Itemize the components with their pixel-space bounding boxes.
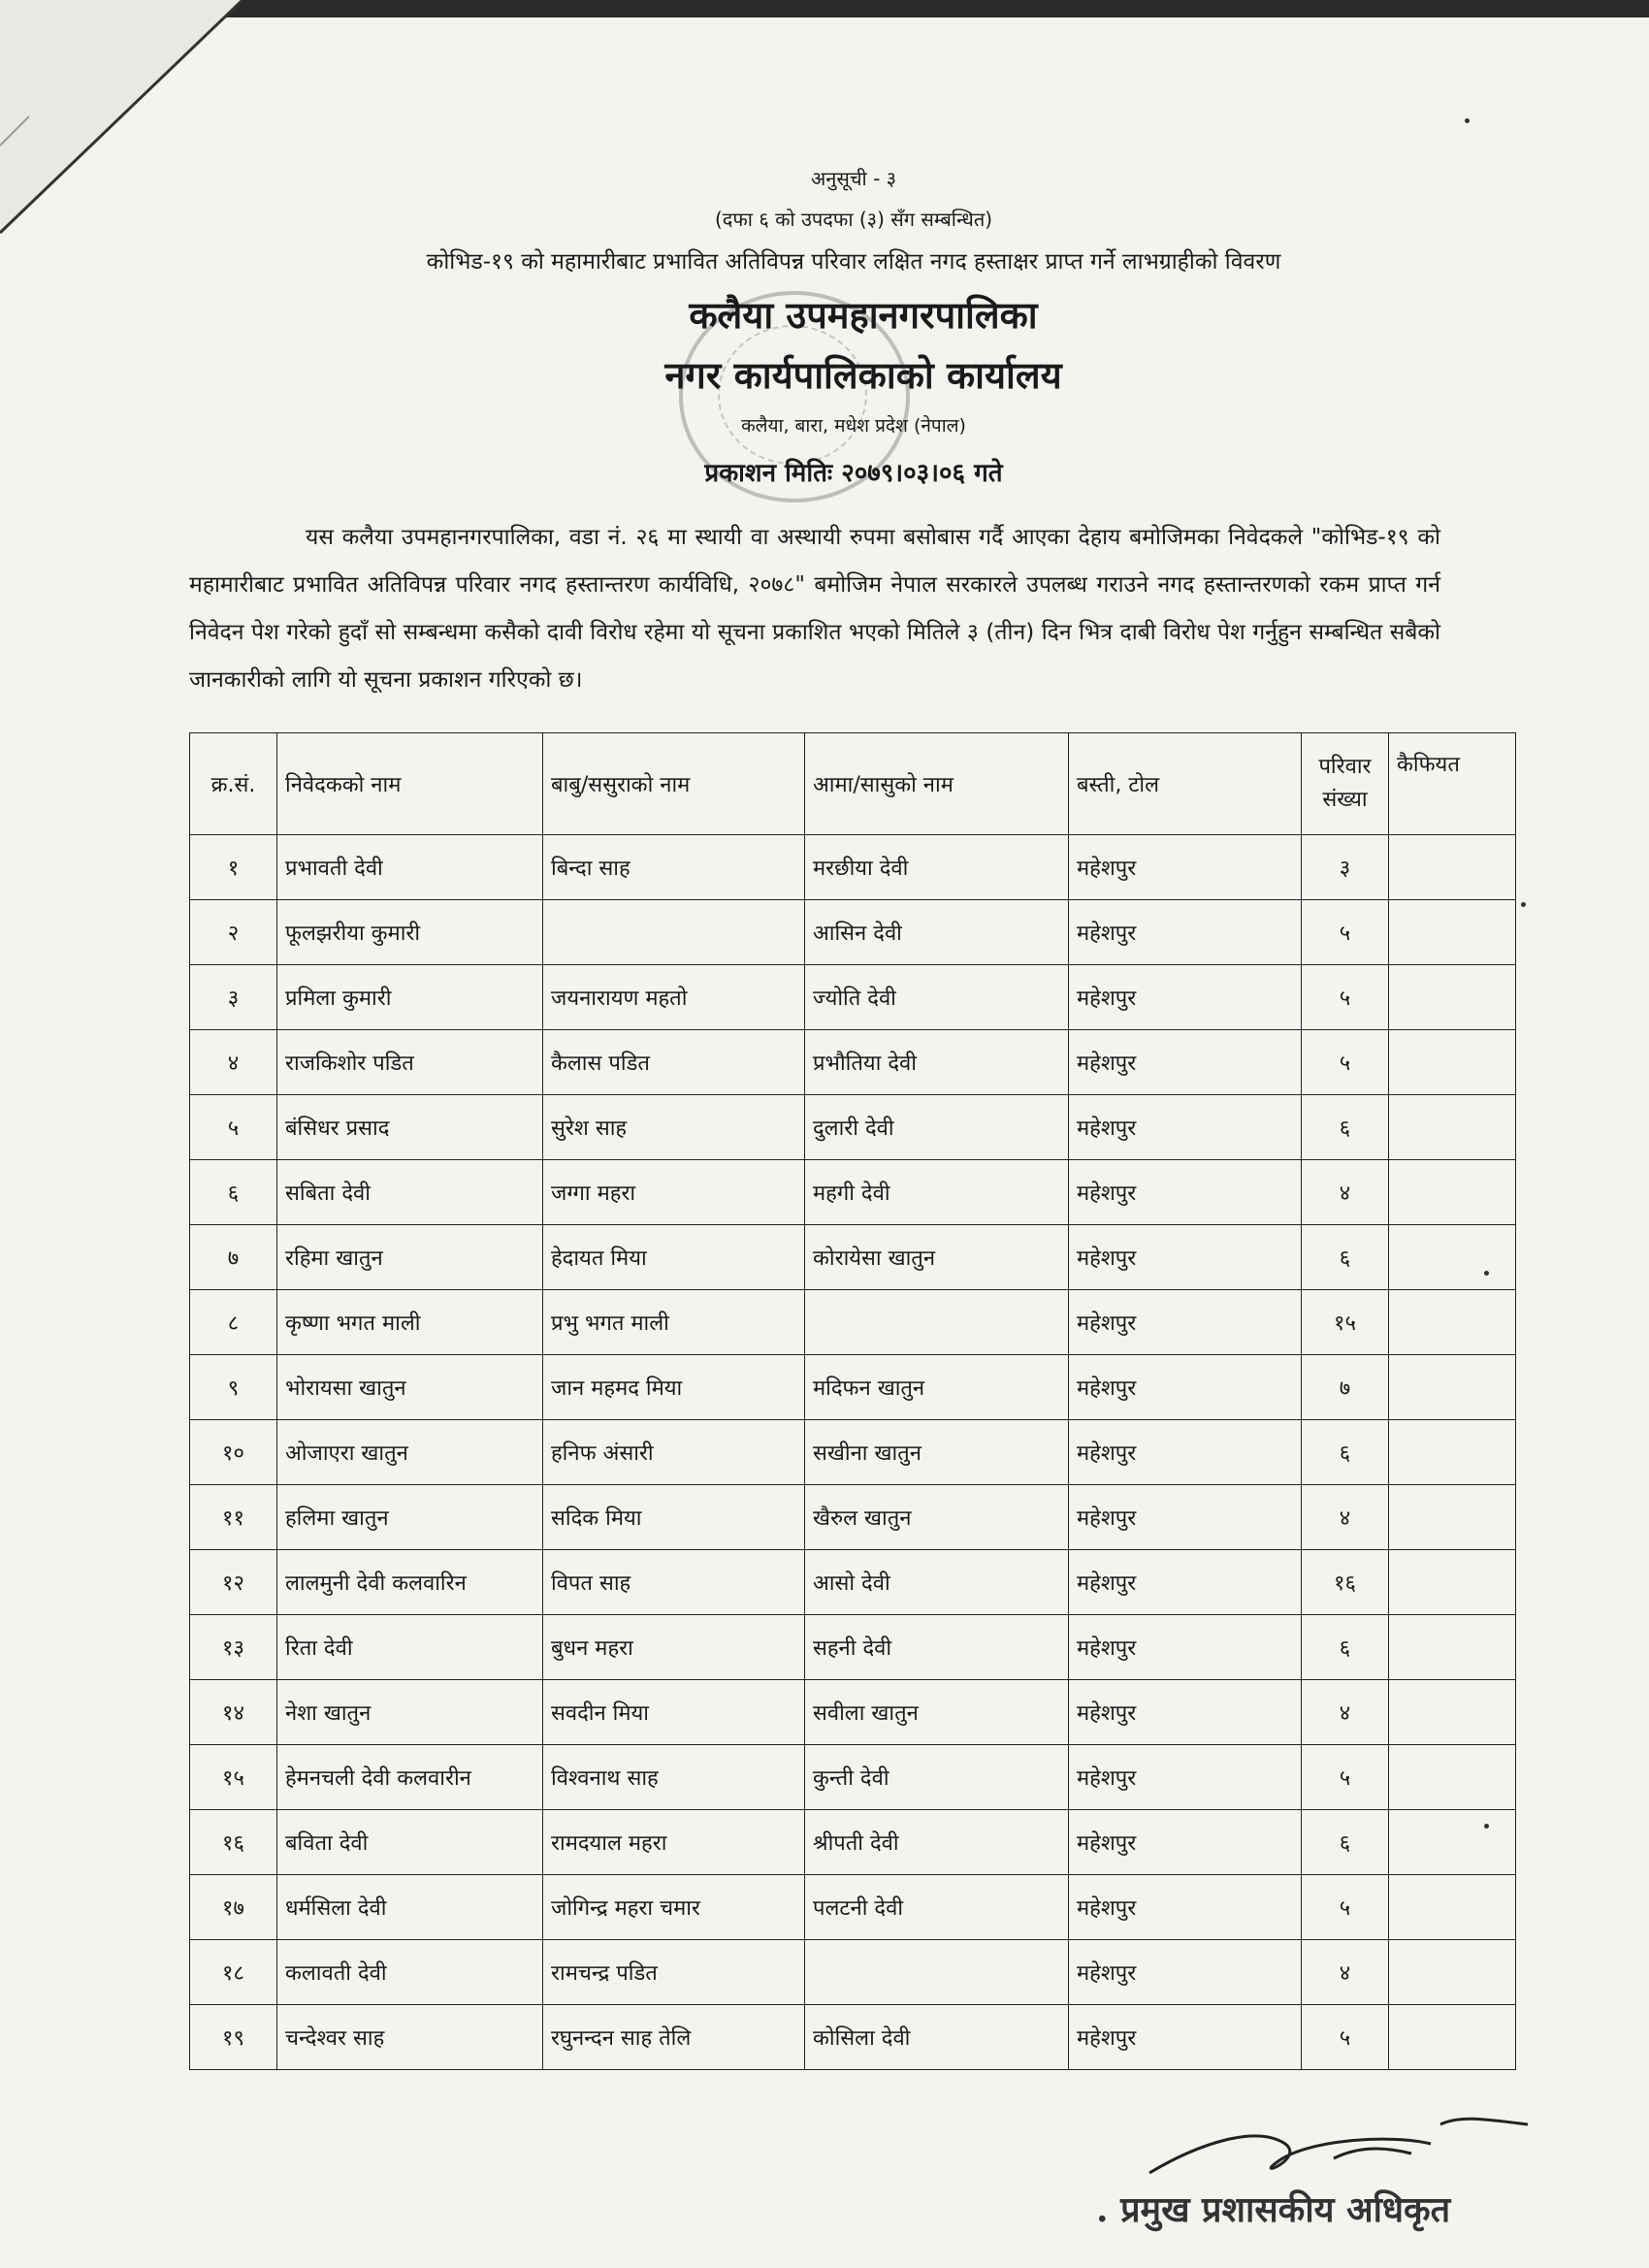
cell-remarks [1389,1355,1516,1420]
cell-applicant-name: प्रभावती देवी [277,835,543,900]
cell-mother-name: पलटनी देवी [805,1875,1069,1940]
office-title: नगर कार्यपालिकाको कार्यालय [664,354,1062,397]
table-row [190,1745,1516,1810]
scan-speck [1484,1824,1489,1829]
cell-sn: १६ [190,1810,277,1875]
cell-applicant-name: धर्मसिला देवी [277,1875,543,1940]
header-applicant-name: निवेदकको नाम [277,733,543,835]
cell-settlement: महेशपुर [1069,2005,1302,2070]
table-row [190,1680,1516,1745]
subject-heading: कोभिड-१९ को महामारीबाट प्रभावित अतिविपन्न परिवार लक्षित नगद हस्ताक्षर प्राप्त गर्ने लाभग्राहीको विवरण [426,249,1281,275]
cell-sn: २ [190,900,277,965]
table-row [190,2005,1516,2070]
cell-settlement: महेशपुर [1069,1290,1302,1355]
cell-mother-name: महगी देवी [805,1160,1069,1225]
cell-family-count: ५ [1302,2005,1389,2070]
scan-speck [1484,1271,1489,1276]
cell-sn: १७ [190,1875,277,1940]
table-row [190,1095,1516,1160]
reference-heading: (दफा ६ को उपदफा (३) सँग सम्बन्धित) [714,208,993,231]
cell-applicant-name: चन्देश्वर साह [277,2005,543,2070]
cell-father-name: जोगिन्द्र महरा चमार [543,1875,805,1940]
table-row [190,1485,1516,1550]
cell-mother-name: मदिफन खातुन [805,1355,1069,1420]
cell-father-name: विपत साह [543,1550,805,1615]
cell-father-name: सदिक मिया [543,1485,805,1550]
cell-settlement: महेशपुर [1069,1030,1302,1095]
cell-applicant-name: भोरायसा खातुन [277,1355,543,1420]
header-sn: क्र.सं. [190,733,277,835]
cell-mother-name: सहनी देवी [805,1615,1069,1680]
cell-father-name: सुरेश साह [543,1095,805,1160]
cell-father-name [543,900,805,965]
cell-sn: १५ [190,1745,277,1810]
schedule-heading: अनुसूची - ३ [810,167,897,190]
cell-mother-name: मरछीया देवी [805,835,1069,900]
signature [1140,2105,1547,2192]
cell-mother-name: आसो देवी [805,1550,1069,1615]
cell-family-count: १५ [1302,1290,1389,1355]
cell-applicant-name: लालमुनी देवी कलवारिन [277,1550,543,1615]
cell-father-name: सवदीन मिया [543,1680,805,1745]
cell-mother-name [805,1940,1069,2005]
cell-remarks [1389,1160,1516,1225]
cell-remarks [1389,1485,1516,1550]
cell-family-count: ५ [1302,900,1389,965]
cell-sn: ४ [190,1030,277,1095]
cell-settlement: महेशपुर [1069,1420,1302,1485]
cell-applicant-name: रहिमा खातुन [277,1225,543,1290]
cell-remarks [1389,965,1516,1030]
scan-speck [1465,118,1470,123]
cell-remarks [1389,1420,1516,1485]
cell-mother-name: सखीना खातुन [805,1420,1069,1485]
cell-remarks [1389,1095,1516,1160]
cell-applicant-name: ओजाएरा खातुन [277,1420,543,1485]
cell-father-name: कैलास पडित [543,1030,805,1095]
table-row [190,835,1516,900]
cell-applicant-name: कृष्णा भगत माली [277,1290,543,1355]
header-remarks: कैफियत [1389,733,1516,835]
cell-family-count: ५ [1302,1030,1389,1095]
cell-mother-name: आसिन देवी [805,900,1069,965]
cell-father-name: जग्गा महरा [543,1160,805,1225]
cell-applicant-name: नेशा खातुन [277,1680,543,1745]
cell-family-count: ६ [1302,1420,1389,1485]
publish-date: प्रकाशन मितिः २०७९।०३।०६ गते [704,459,1003,488]
cell-father-name: हनिफ अंसारी [543,1420,805,1485]
cell-settlement: महेशपुर [1069,1160,1302,1225]
table-row [190,1810,1516,1875]
notice-text: यस कलैया उपमहानगरपालिका, वडा नं. २६ मा स्थायी वा अस्थायी रुपमा बसोबास गर्दै आएका देहाय बमोजिमका निवेदकले "कोभिड-१९ को महामारीबाट प्रभावित अतिविपन्न परिवार नगद हस्तान्तरण कार्यविधि, २०७८" बमोजिम नेपाल सरकारले उपलब्ध गराउने नगद हस्तान्तरणको रकम प्राप्त गर्न निवेदन पेश गरेको हुदाँ सो सम्बन्धमा कसैको दावी विरोध रहेमा यो सूचना प्रकाशित भएको मितिले ३ (तीन) दिन भित्र दाबी विरोध पेश गर्नुहुन सम्बन्धित सबैको जानकारीको लागि यो सूचना प्रकाशन गरिएको छ। [189,525,1440,693]
cell-sn: १९ [190,2005,277,2070]
table-row [190,1290,1516,1355]
cell-applicant-name: सबिता देवी [277,1160,543,1225]
cell-settlement: महेशपुर [1069,1095,1302,1160]
cell-mother-name: प्रभौतिया देवी [805,1030,1069,1095]
cell-remarks [1389,1680,1516,1745]
header-family-count: परिवार संख्या [1302,733,1389,835]
cell-settlement: महेशपुर [1069,1745,1302,1810]
cell-father-name: हेदायत मिया [543,1225,805,1290]
cell-father-name: बुधन महरा [543,1615,805,1680]
cell-applicant-name: बंसिधर प्रसाद [277,1095,543,1160]
cell-family-count: ४ [1302,1485,1389,1550]
cell-father-name: प्रभु भगत माली [543,1290,805,1355]
cell-mother-name: कुन्ती देवी [805,1745,1069,1810]
cell-applicant-name: कलावती देवी [277,1940,543,2005]
scan-speck [1521,902,1526,907]
cell-remarks [1389,1745,1516,1810]
cell-sn: १४ [190,1680,277,1745]
cell-remarks [1389,900,1516,965]
municipality-title: कलैया उपमहानगरपालिका [689,294,1038,337]
cell-remarks [1389,1030,1516,1095]
cell-father-name: रामचन्द्र पडित [543,1940,805,2005]
cell-father-name: विश्वनाथ साह [543,1745,805,1810]
cell-settlement: महेशपुर [1069,1810,1302,1875]
table-row [190,1160,1516,1225]
cell-family-count: ६ [1302,1225,1389,1290]
header-settlement: बस्ती, टोल [1069,733,1302,835]
cell-settlement: महेशपुर [1069,1225,1302,1290]
cell-father-name: रामदयाल महरा [543,1810,805,1875]
cell-sn: १८ [190,1940,277,2005]
cell-sn: १ [190,835,277,900]
cell-father-name: जान महमद मिया [543,1355,805,1420]
cell-family-count: ६ [1302,1810,1389,1875]
cell-mother-name: दुलारी देवी [805,1095,1069,1160]
cell-sn: ८ [190,1290,277,1355]
cell-father-name: जयनारायण महतो [543,965,805,1030]
cell-mother-name: सवीला खातुन [805,1680,1069,1745]
table-row [190,1940,1516,2005]
beneficiary-table [189,732,1516,2070]
cell-settlement: महेशपुर [1069,1485,1302,1550]
cell-remarks [1389,1875,1516,1940]
cell-settlement: महेशपुर [1069,1355,1302,1420]
cell-settlement: महेशपुर [1069,1550,1302,1615]
cell-family-count: ४ [1302,1680,1389,1745]
notice-paragraph [189,514,1440,704]
cell-applicant-name: बविता देवी [277,1810,543,1875]
cell-settlement: महेशपुर [1069,1940,1302,2005]
cell-remarks [1389,1615,1516,1680]
cell-settlement: महेशपुर [1069,1680,1302,1745]
cell-family-count: ५ [1302,1745,1389,1810]
table-row [190,1615,1516,1680]
cell-settlement: महेशपुर [1069,1875,1302,1940]
cell-mother-name: कोरायेसा खातुन [805,1225,1069,1290]
table-row [190,1875,1516,1940]
cell-settlement: महेशपुर [1069,965,1302,1030]
cell-applicant-name: राजकिशोर पडित [277,1030,543,1095]
cell-father-name: रघुनन्दन साह तेलि [543,2005,805,2070]
table-row [190,965,1516,1030]
cell-mother-name: ज्योति देवी [805,965,1069,1030]
cell-applicant-name: प्रमिला कुमारी [277,965,543,1030]
table-row [190,1420,1516,1485]
cell-mother-name: खैरुल खातुन [805,1485,1069,1550]
header-father-name: बाबु/ससुराको नाम [543,733,805,835]
cell-applicant-name: हलिमा खातुन [277,1485,543,1550]
header-mother-name: आमा/सासुको नाम [805,733,1069,835]
cell-remarks [1389,1810,1516,1875]
cell-sn: १२ [190,1550,277,1615]
cell-sn: ३ [190,965,277,1030]
table-row [190,1550,1516,1615]
cell-sn: ५ [190,1095,277,1160]
cell-remarks [1389,835,1516,900]
cell-family-count: १६ [1302,1550,1389,1615]
cell-family-count: ५ [1302,1875,1389,1940]
cell-applicant-name: फूलझरीया कुमारी [277,900,543,965]
cell-remarks [1389,1225,1516,1290]
cell-sn: ११ [190,1485,277,1550]
cell-sn: ६ [190,1160,277,1225]
table-row [190,900,1516,965]
cell-applicant-name: हेमनचली देवी कलवारीन [277,1745,543,1810]
table-header-row [190,733,1516,835]
cell-family-count: ६ [1302,1615,1389,1680]
cell-sn: १० [190,1420,277,1485]
signatory-title: . प्रमुख प्रशासकीय अधिकृत [1096,2189,1451,2230]
cell-mother-name: श्रीपती देवी [805,1810,1069,1875]
cell-sn: ७ [190,1225,277,1290]
cell-remarks [1389,1550,1516,1615]
cell-family-count: ४ [1302,1940,1389,2005]
cell-remarks [1389,1940,1516,2005]
cell-remarks [1389,2005,1516,2070]
cell-family-count: ४ [1302,1160,1389,1225]
table-row [190,1030,1516,1095]
cell-settlement: महेशपुर [1069,835,1302,900]
cell-applicant-name: रिता देवी [277,1615,543,1680]
cell-family-count: ३ [1302,835,1389,900]
cell-settlement: महेशपुर [1069,1615,1302,1680]
cell-mother-name [805,1290,1069,1355]
office-address: कलैया, बारा, मधेश प्रदेश (नेपाल) [741,415,966,437]
table-row [190,1225,1516,1290]
cell-remarks [1389,1290,1516,1355]
cell-family-count: ६ [1302,1095,1389,1160]
cell-father-name: बिन्दा साह [543,835,805,900]
cell-mother-name: कोसिला देवी [805,2005,1069,2070]
cell-settlement: महेशपुर [1069,900,1302,965]
cell-sn: ९ [190,1355,277,1420]
cell-sn: १३ [190,1615,277,1680]
cell-family-count: ५ [1302,965,1389,1030]
cell-family-count: ७ [1302,1355,1389,1420]
table-row [190,1355,1516,1420]
